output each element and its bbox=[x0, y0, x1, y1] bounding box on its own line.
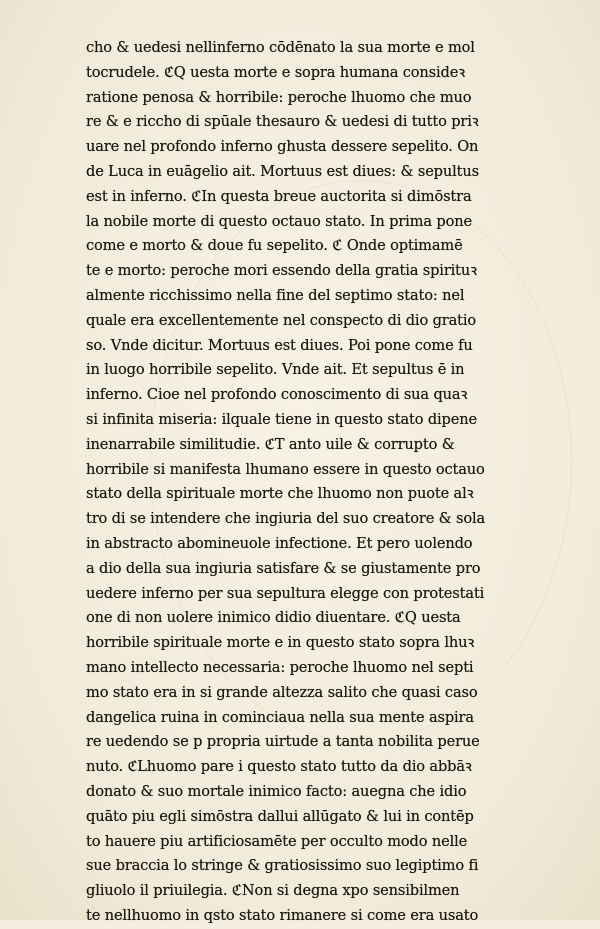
text-line-33: to hauere piu artificiosamēte per occulto modo nelle bbox=[86, 832, 468, 850]
text-line-6: de Luca in euāgelio ait. Mortuus est diues: & sepultus bbox=[86, 162, 479, 180]
text-line-4: re & e riccho di spūale thesauro & uedesi di tutto priꝛ bbox=[86, 113, 479, 131]
text-line-8: la nobile morte di questo octauo stato. In prima pone bbox=[86, 212, 472, 230]
text-line-31: donato & suo mortale inimico facto: auegna che idio bbox=[86, 782, 467, 800]
text-line-15: inferno. Cioe nel profondo conoscimento di sua quaꝛ bbox=[86, 386, 468, 404]
text-line-13: so. Vnde dicitur. Mortuus est diues. Poi pone come fu bbox=[86, 336, 473, 354]
text-line-16: si infinita miseria: ilquale tiene in questo stato dipene bbox=[86, 410, 477, 428]
text-line-18: horribile si manifesta lhumano essere in questo octauo bbox=[86, 460, 485, 478]
text-line-35: gliuolo il priuilegia. ℭNon si degna xpo sensibilmen bbox=[86, 882, 460, 900]
text-line-22: a dio della sua ingiuria satisfare & se giustamente pro bbox=[86, 559, 481, 577]
text-line-20: tro di se intendere che ingiuria del suo creatore & sola bbox=[86, 510, 486, 528]
text-line-10: te e morto: peroche mori essendo della gratia spirituꝛ bbox=[86, 262, 477, 280]
text-line-5: uare nel profondo inferno ghusta dessere sepelito. On bbox=[86, 138, 479, 156]
text-line-29: re uedendo se p propria uirtude a tanta nobilita perue bbox=[86, 733, 480, 751]
text-line-23: uedere inferno per sua sepultura elegge con protestati bbox=[86, 584, 485, 602]
text-column bbox=[86, 36, 546, 929]
text-line-3: ratione penosa & horribile: peroche lhuomo che muo bbox=[86, 88, 472, 106]
text-line-34: sue braccia lo stringe & gratiosissimo suo legiptimo fi bbox=[86, 857, 479, 875]
text-line-36: te nellhuomo in qsto stato rimanere si come era usato bbox=[86, 906, 479, 924]
text-line-17: inenarrabile similitudie. ℭT anto uile & corrupto & bbox=[86, 435, 455, 453]
text-line-27: mo stato era in si grande altezza salito che quasi caso bbox=[86, 683, 478, 701]
text-line-12: quale era excellentemente nel conspecto di dio gratio bbox=[86, 311, 477, 329]
text-line-30: nuto. ℭLhuomo pare i questo stato tutto da dio abbāꝛ bbox=[86, 758, 472, 776]
text-line-19: stato della spirituale morte che lhuomo non puote alꝛ bbox=[86, 485, 474, 503]
text-line-1: cho & uedesi nellinferno cōdēnato la sua morte e mol bbox=[86, 39, 475, 56]
text-line-32: quāto piu egli simōstra dallui allūgato & lui in contēp bbox=[86, 807, 474, 825]
text-line-28: dangelica ruina in cominciaua nella sua mente aspira bbox=[86, 708, 474, 726]
text-line-14: in luogo horribile sepelito. Vnde ait. Et sepultus ē in bbox=[86, 361, 465, 379]
text-line-21: in abstracto abomineuole infectione. Et pero uolendo bbox=[86, 534, 473, 552]
text-line-25: horribile spirituale morte e in questo stato sopra lhuꝛ bbox=[86, 634, 475, 652]
text-line-7: est in inferno. ℭIn questa breue auctorita si dimōstra bbox=[86, 187, 472, 205]
text-line-26: mano intellecto necessaria: peroche lhuomo nel septi bbox=[86, 658, 474, 676]
text-line-2: tocrudele. ℭQ uesta morte e sopra humana consideꝛ bbox=[86, 63, 465, 81]
text-line-24: one di non uolere inimico didio diuentare. ℭQ uesta bbox=[86, 609, 461, 627]
text-line-11: almente ricchissimo nella fine del septimo stato: nel bbox=[86, 286, 465, 304]
text-line-9: come e morto & doue fu sepelito. ℭ Onde optimamē bbox=[86, 237, 463, 255]
